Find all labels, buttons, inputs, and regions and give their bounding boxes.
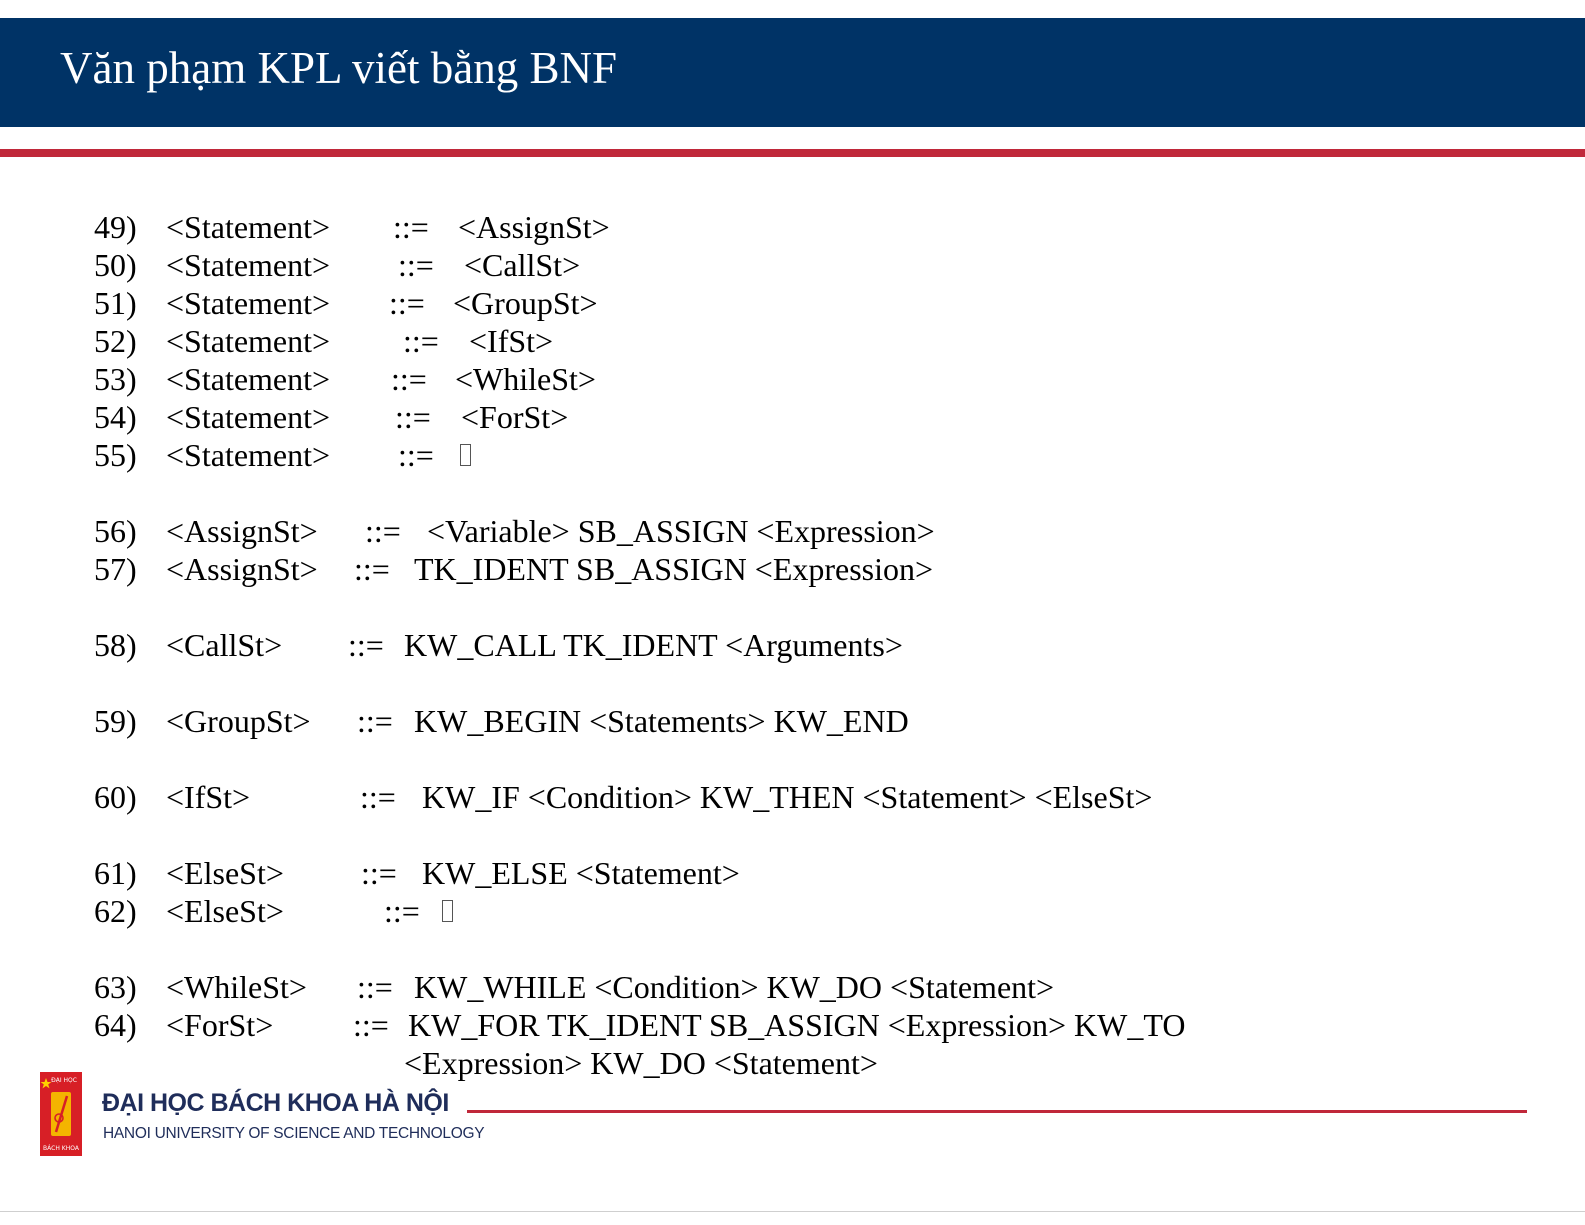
rule-operator: ::=	[361, 855, 397, 891]
logo-text-bottom: BÁCH KHOA	[43, 1145, 79, 1152]
rule-rhs: <WhileSt>	[455, 361, 596, 397]
rule-lhs: <Statement>	[166, 323, 331, 359]
rule-number: 62)	[94, 893, 137, 929]
rule-number: 54)	[94, 399, 137, 435]
rule-number: 63)	[94, 969, 137, 1005]
rule-operator: ::=	[365, 513, 401, 549]
rule-lhs: <ElseSt>	[166, 855, 284, 891]
rule-operator: ::=	[403, 323, 439, 359]
rule-lhs: <ForSt>	[166, 1007, 274, 1043]
rule-operator: ::=	[357, 703, 393, 739]
rule-lhs: <Statement>	[166, 399, 331, 435]
university-name-vi: ĐẠI HỌC BÁCH KHOA HÀ NỘI	[102, 1089, 449, 1117]
rule-rhs: <CallSt>	[464, 247, 581, 283]
logo-text-top: ĐẠI HỌC	[51, 1077, 77, 1084]
rule-number: 50)	[94, 247, 137, 283]
rule-operator: ::=	[384, 893, 420, 929]
rule-lhs: <AssignSt>	[166, 551, 318, 587]
rule-rhs: <GroupSt>	[453, 285, 598, 321]
rule-lhs: <AssignSt>	[166, 513, 318, 549]
rule-operator: ::=	[348, 627, 384, 663]
rule-rhs: KW_BEGIN <Statements> KW_END	[414, 703, 909, 739]
rule-operator: ::=	[357, 969, 393, 1005]
accent-divider	[0, 149, 1585, 157]
rule-number: 53)	[94, 361, 137, 397]
rule-lhs: <GroupSt>	[166, 703, 311, 739]
bottom-rule	[0, 1211, 1585, 1212]
rule-rhs: <IfSt>	[469, 323, 554, 359]
rule-rhs: KW_CALL TK_IDENT <Arguments>	[404, 627, 903, 663]
rule-number: 56)	[94, 513, 137, 549]
rule-rhs-continuation: <Expression> KW_DO <Statement>	[404, 1045, 878, 1081]
rule-operator: ::=	[354, 551, 390, 587]
rule-number: 59)	[94, 703, 137, 739]
rule-lhs: <Statement>	[166, 209, 331, 245]
rule-number: 55)	[94, 437, 137, 473]
rule-number: 64)	[94, 1007, 137, 1043]
rule-operator: ::=	[398, 437, 434, 473]
rule-number: 61)	[94, 855, 137, 891]
university-logo	[40, 1072, 82, 1156]
rule-number: 57)	[94, 551, 137, 587]
rule-rhs: KW_WHILE <Condition> KW_DO <Statement>	[414, 969, 1055, 1005]
rule-number: 51)	[94, 285, 137, 321]
rule-operator: ::=	[398, 247, 434, 283]
rule-rhs: KW_IF <Condition> KW_THEN <Statement> <ElseSt>	[422, 779, 1153, 815]
rule-rhs: TK_IDENT SB_ASSIGN <Expression>	[414, 551, 934, 587]
rule-lhs: <Statement>	[166, 361, 331, 397]
rule-number: 58)	[94, 627, 137, 663]
rule-lhs: <WhileSt>	[166, 969, 307, 1005]
rule-operator: ::=	[393, 209, 429, 245]
rule-rhs: KW_FOR TK_IDENT SB_ASSIGN <Expression> KW_TO	[408, 1007, 1186, 1043]
rule-lhs: <CallSt>	[166, 627, 283, 663]
rule-operator: ::=	[389, 285, 425, 321]
rule-operator: ::=	[391, 361, 427, 397]
university-name-en: HANOI UNIVERSITY OF SCIENCE AND TECHNOLOGY	[103, 1125, 485, 1142]
rule-lhs: <ElseSt>	[166, 893, 284, 929]
rule-rhs: <Variable> SB_ASSIGN <Expression>	[427, 513, 935, 549]
rule-lhs: <Statement>	[166, 437, 331, 473]
rule-operator: ::=	[395, 399, 431, 435]
footer-divider	[467, 1110, 1527, 1113]
rule-number: 60)	[94, 779, 137, 815]
rule-lhs: <Statement>	[166, 285, 331, 321]
rule-lhs: <IfSt>	[166, 779, 251, 815]
title-bar	[0, 18, 1585, 127]
slide-title: Văn phạm KPL viết bằng BNF	[60, 43, 618, 93]
rule-rhs: <ForSt>	[461, 399, 569, 435]
rule-number: 52)	[94, 323, 137, 359]
rule-lhs: <Statement>	[166, 247, 331, 283]
rule-rhs: <AssignSt>	[458, 209, 610, 245]
rule-number: 49)	[94, 209, 137, 245]
rule-operator: ::=	[353, 1007, 389, 1043]
rule-rhs: KW_ELSE <Statement>	[422, 855, 740, 891]
rule-operator: ::=	[360, 779, 396, 815]
